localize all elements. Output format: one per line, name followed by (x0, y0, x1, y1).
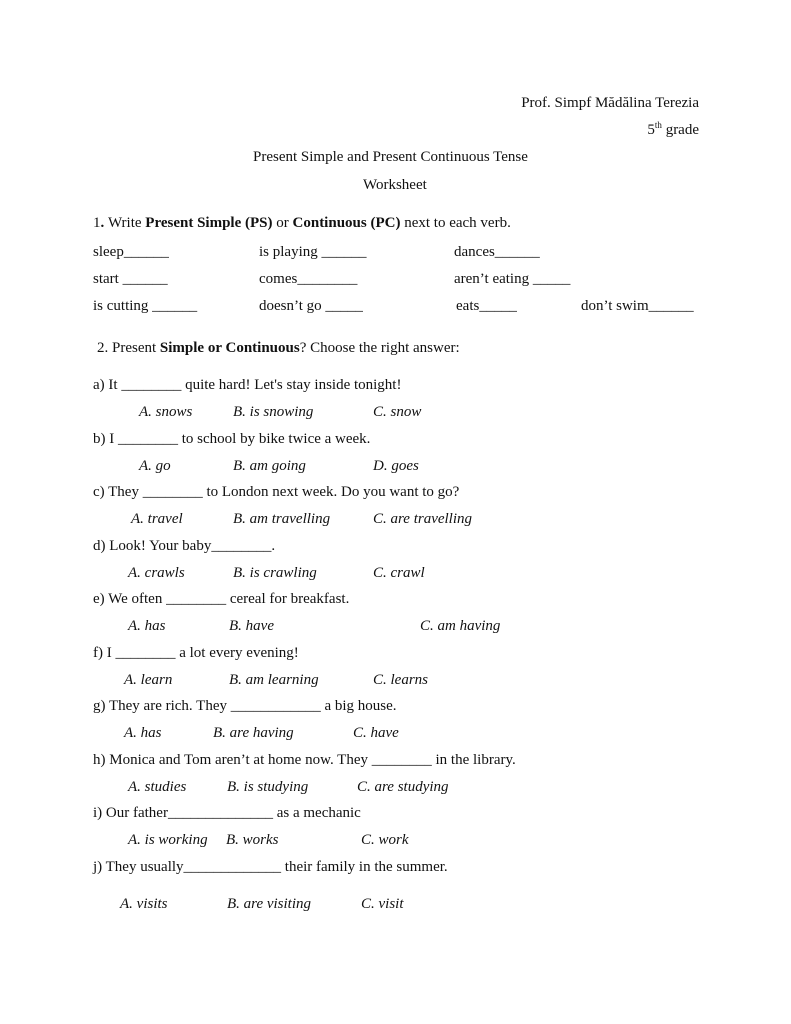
exercise1-text-before: Write (108, 215, 146, 231)
option-a: A. has (128, 618, 166, 634)
option-a: A. crawls (128, 565, 185, 581)
option-c: C. visit (361, 896, 404, 912)
question-g: g) They are rich. They ____________ a big house. (93, 698, 397, 714)
verb-cell: sleep______ (93, 244, 169, 260)
option-b: B. am going (233, 458, 306, 474)
option-b: B. have (229, 618, 274, 634)
question-d: d) Look! Your baby________. (93, 538, 276, 554)
option-c: C. snow (373, 404, 422, 420)
question-c: c) They ________ to London next week. Do you want to go? (93, 484, 460, 500)
option-c: C. learns (373, 672, 429, 688)
option-a: A. snows (139, 404, 193, 420)
grade-number: 5 (647, 122, 655, 138)
exercise2-bold: Simple or Continuous (159, 340, 300, 356)
exercise2-prefix: 2. Present (97, 340, 160, 356)
option-c: C. are travelling (373, 511, 473, 527)
option-b: B. is studying (227, 779, 309, 795)
option-b: B. are having (213, 725, 294, 741)
verb-cell: doesn’t go _____ (259, 298, 363, 314)
page-title: Present Simple and Present Continuous Tense (253, 149, 528, 165)
question-j: j) They usually_____________ their family in the summer. (93, 859, 448, 875)
question-i: i) Our father______________ as a mechanic (93, 805, 361, 821)
verb-cell: comes________ (259, 271, 358, 287)
exercise2-suffix: ? Choose the right answer: (299, 340, 460, 356)
option-b: B. is crawling (233, 565, 317, 581)
option-c: C. work (361, 832, 409, 848)
verb-cell: is playing ______ (259, 244, 367, 260)
exercise2-heading (97, 339, 460, 357)
option-a: A. is working (128, 832, 208, 848)
option-a: A. studies (128, 779, 187, 795)
verb-cell: start ______ (93, 271, 168, 287)
question-b: b) I ________ to school by bike twice a week. (93, 431, 371, 447)
option-b: B. are visiting (227, 896, 312, 912)
page-subtitle: Worksheet (363, 177, 427, 193)
option-c: C. are studying (357, 779, 449, 795)
verb-cell: don’t swim______ (581, 298, 694, 314)
exercise1-bold-pc: Continuous (PC) (292, 215, 401, 231)
exercise1-text-mid: or (272, 215, 293, 231)
option-b: B. is snowing (233, 404, 314, 420)
question-h: h) Monica and Tom aren’t at home now. They ________ in the library. (93, 752, 516, 768)
grade-label (647, 121, 699, 139)
question-a: a) It ________ quite hard! Let's stay inside tonight! (93, 377, 402, 393)
option-a: A. learn (124, 672, 173, 688)
grade-word: grade (661, 122, 699, 138)
exercise1-dot: . (100, 215, 108, 231)
option-a: A. travel (131, 511, 183, 527)
verb-cell: eats_____ (456, 298, 517, 314)
exercise1-text-after: next to each verb. (400, 215, 511, 231)
question-e: e) We often ________ cereal for breakfast. (93, 591, 350, 607)
option-a: A. visits (120, 896, 168, 912)
option-b: B. am travelling (233, 511, 331, 527)
verb-cell: dances______ (454, 244, 540, 260)
option-b: B. works (226, 832, 279, 848)
option-c: C. crawl (373, 565, 425, 581)
option-a: A. has (124, 725, 162, 741)
author-name: Prof. Simpf Mădălina Terezia (521, 95, 699, 111)
option-a: A. go (139, 458, 171, 474)
option-c: C. am having (420, 618, 501, 634)
exercise1-bold-ps: Present Simple (PS) (145, 215, 273, 231)
option-c: C. have (353, 725, 399, 741)
exercise1-number: 1 (93, 215, 101, 231)
verb-cell: is cutting ______ (93, 298, 198, 314)
verb-cell: aren’t eating _____ (454, 271, 571, 287)
option-b: B. am learning (229, 672, 319, 688)
question-f: f) I ________ a lot every evening! (93, 645, 299, 661)
option-c: D. goes (373, 458, 419, 474)
exercise1-heading (93, 214, 511, 232)
grade-suffix: th (654, 120, 662, 130)
